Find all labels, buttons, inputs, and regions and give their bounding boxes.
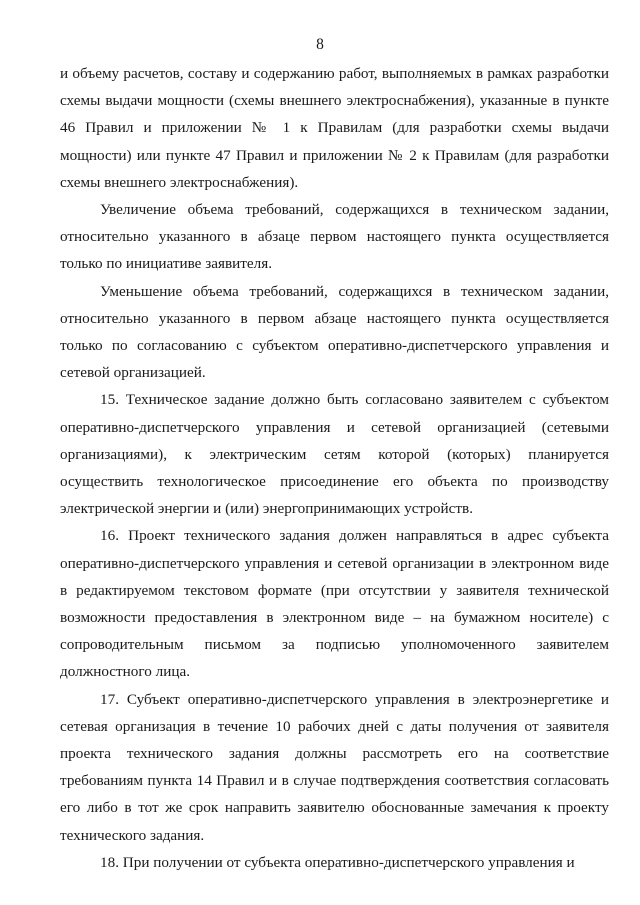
paragraph-increase-requirements: Увеличение объема требований, содержащихся в техническом задании, относительно указанного в абзаце первом настоящего пункта осуществляется только по инициативе заявителя.: [60, 201, 609, 273]
paragraph-item-15: 15. Техническое задание должно быть согласовано заявителем с субъектом оперативно-диспетчерского управления и сетевой организацией (сетевыми организациями), к электрическим сетям которой (которых) планируется осуществить технологическое присоединение его объекта по производству электрической энергии и (или) энергопринимающих устройств.: [60, 391, 609, 518]
paragraph-item-16: 16. Проект технического задания должен направляться в адрес субъекта оперативно-диспетчерского управления и сетевой организации в электронном виде в редактируемом текстовом формате (при отсутствии у заявителя технической возможности предоставления в электронном виде – на бумажном носителе) с сопроводительным письмом за подписью уполномоченного заявителем должностного лица.: [60, 527, 609, 681]
document-body: [60, 60, 609, 876]
paragraph-continuation: и объему расчетов, составу и содержанию работ, выполняемых в рамках разработки схемы выдачи мощности (схемы внешнего электроснабжения), указанные в пункте 46 Правил и приложении № 1 к Правилам (для разработки схемы выдачи мощности) или пункте 47 Правил и приложении № 2 к Правилам (для разработки схемы внешнего электроснабжения).: [60, 65, 609, 191]
paragraph-decrease-requirements: Уменьшение объема требований, содержащихся в техническом задании, относительно указанного в первом абзаце настоящего пункта осуществляется только по согласованию с субъектом оперативно-диспетчерского управления и сетевой организацией.: [60, 282, 609, 382]
page-number: 8: [316, 36, 324, 53]
paragraph-item-18: 18. При получении от субъекта оперативно-диспетчерского управления и: [100, 853, 575, 871]
paragraph-item-17: 17. Субъект оперативно-диспетчерского управления в электроэнергетике и сетевая организация в течение 10 рабочих дней с даты получения от заявителя проекта технического задания должны рассмотреть его на соответствие требованиям пункта 14 Правил и в случае подтверждения соответствия согласовать его либо в тот же срок направить заявителю обоснованные замечания к проекту технического задания.: [60, 690, 609, 844]
